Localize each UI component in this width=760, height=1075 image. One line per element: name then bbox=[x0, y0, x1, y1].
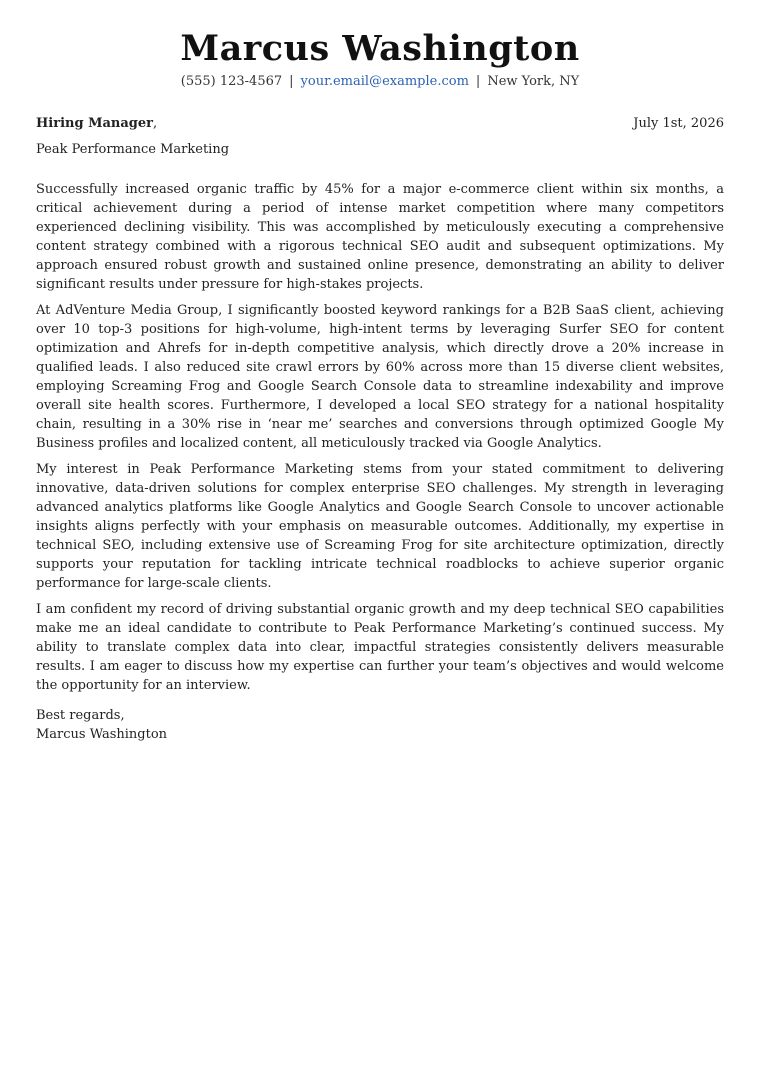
letter-body bbox=[36, 180, 724, 744]
paragraph-3: My interest in Peak Performance Marketing stems from your stated commitment to delivering innovative, data-driven solutions for complex enterprise SEO challenges. My strength in leveraging advanced analytics platforms like Google Analytics and Google Search Console to uncover actionable insights aligns perfectly with your emphasis on measurable outcomes. Additionally, my expertise in technical SEO, including extensive use of Screaming Frog for site architecture optimization, directly supports your reputation for tackling intricate technical roadblocks to achieve superior organic performance for large-scale clients. bbox=[36, 462, 724, 591]
paragraph-4: I am confident my record of driving substantial organic growth and my deep technical SEO capabilities make me an ideal candidate to contribute to Peak Performance Marketing’s continued success. My ability to translate complex data into clear, impactful strategies consistently delivers measurable results. I am eager to discuss how my expertise can further your team’s objectives and would welcome the opportunity for an interview. bbox=[36, 602, 724, 693]
recipient bbox=[36, 115, 157, 133]
recipient-punct: , bbox=[152, 116, 158, 131]
email-link[interactable]: your.email@example.com bbox=[300, 74, 469, 89]
paragraph-1: Successfully increased organic traffic by 45% for a major e-commerce client within six months, a critical achievement during a period of intense market competition where many competitors experienced declining visibility. This was accomplished by meticulously executing a comprehensive content strategy combined with a rigorous technical SEO audit and subsequent optimizations. My approach ensured robust growth and sustained online presence, demonstrating an ability to deliver significant results under pressure for high-stakes projects. bbox=[36, 182, 724, 292]
contact-separator: | bbox=[289, 74, 294, 89]
recipient-name: Hiring Manager bbox=[36, 116, 153, 131]
signature-name: Marcus Washington bbox=[36, 727, 168, 742]
closing-block bbox=[36, 706, 724, 744]
letter-date: July 1st, 2026 bbox=[633, 116, 724, 131]
applicant-name: Marcus Washington bbox=[180, 28, 580, 69]
recipient-date-row bbox=[36, 115, 724, 133]
location: New York, NY bbox=[487, 74, 580, 89]
contact-separator: | bbox=[475, 74, 481, 89]
paragraph-2: At AdVenture Media Group, I significantly boosted keyword rankings for a B2B SaaS client, achieving over 10 top-3 positions for high-volume, high-intent terms by leveraging Surfer SEO for content optimization and Ahrefs for in-depth competitive analysis, which directly drove a 20% increase in qualified leads. I also reduced site crawl errors by 60% across more than 15 diverse client websites, employing Screaming Frog and Google Search Console data to streamline indexability and improve overall site health scores. Furthermore, I developed a local SEO strategy for a national hospitality chain, resulting in a 30% rise in ‘near me’ searches and conversions through optimized Google My Business profiles and localized content, all meticulously tracked via Google Analytics. bbox=[36, 303, 724, 451]
contact-line bbox=[0, 73, 760, 91]
phone-number: (555) 123-4567 bbox=[180, 74, 283, 89]
closing-salutation: Best regards, bbox=[36, 708, 125, 723]
recipient-company: Peak Performance Marketing bbox=[36, 142, 230, 157]
